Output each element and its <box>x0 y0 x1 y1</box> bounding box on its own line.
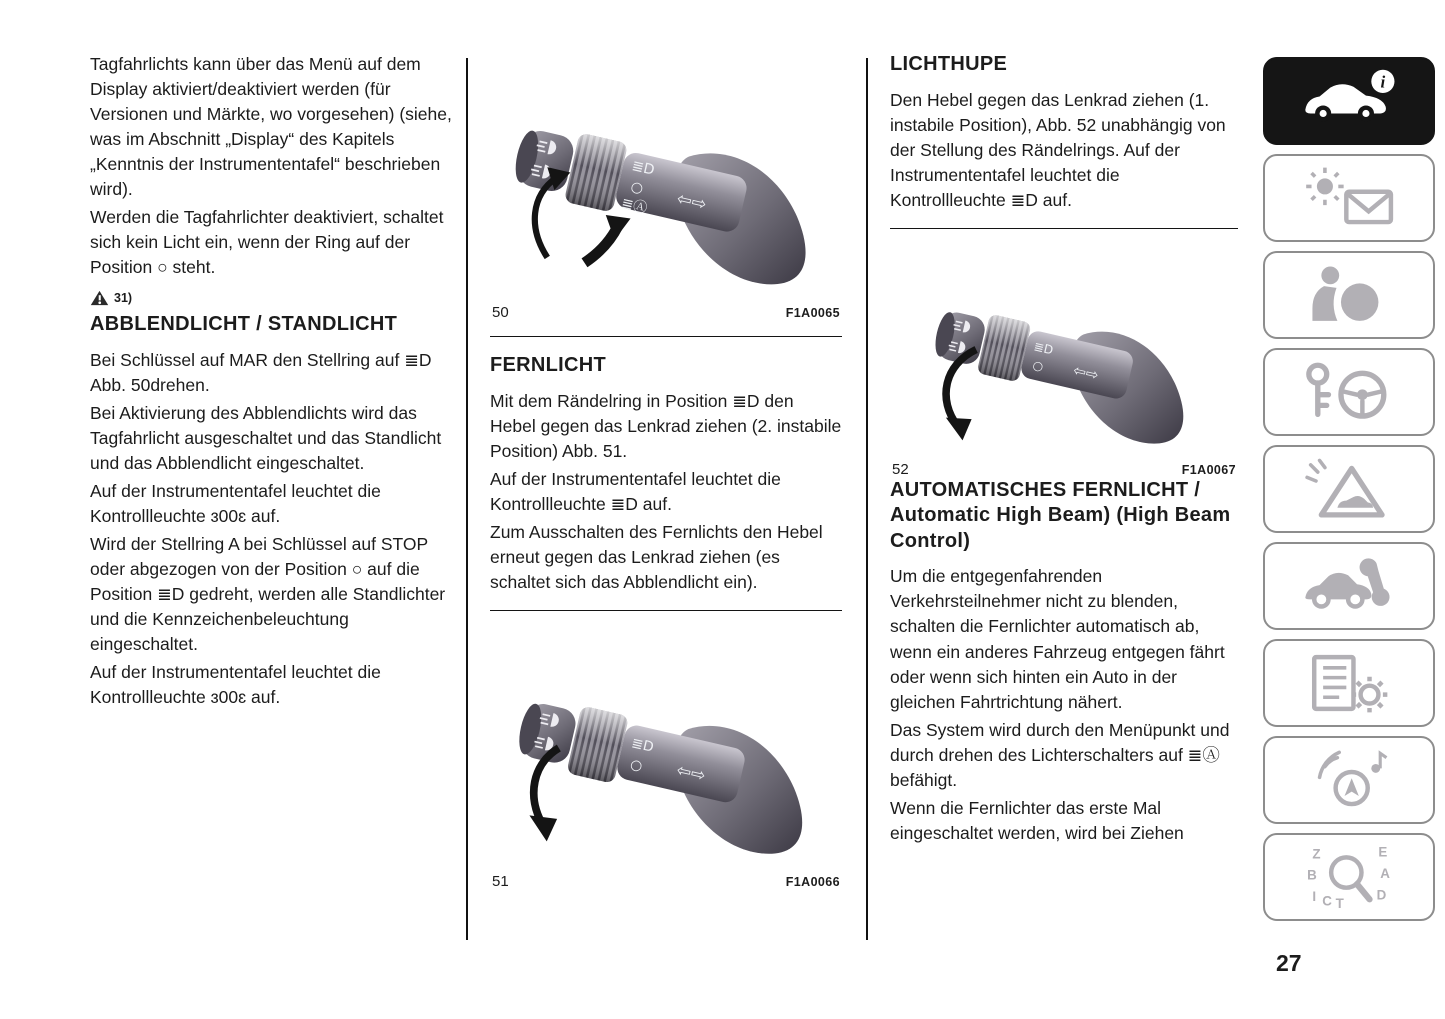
column-left <box>90 52 452 713</box>
low-beam-symbol: ≣D <box>1032 339 1055 358</box>
paragraph: Mit dem Rändelring in Position ≣D den Hebel gegen das Lenkrad ziehen (2. instabile Position) Abb. 51. <box>490 390 842 461</box>
sidebar-tab-emergency[interactable] <box>1263 445 1435 533</box>
technical-data-icon <box>1297 650 1401 716</box>
vehicle-info-icon <box>1297 68 1401 134</box>
figure-50 <box>490 52 842 321</box>
heading-automatisches-fernlicht: AUTOMATISCHES FERNLICHT / Automatic High Beam) (High Beam Control) <box>890 478 1231 552</box>
pull-arrow-icon <box>946 349 976 440</box>
paragraph: Um die entgegenfahrenden Verkehrsteilnehmer nicht zu blenden, schalten die Fernlichter automatisch ab, wenn ein anderes Fahrzeug entgegen fährt oder wenn sich hinten ein Auto in der gleichen Fahrtrichtung nähert. <box>890 566 1225 712</box>
column-right <box>890 52 1238 849</box>
figure-label: 52 <box>892 460 909 478</box>
warning-note <box>90 290 452 306</box>
paragraph-daytime-lights-2: Werden die Tagfahrlichter deaktiviert, schaltet sich kein Licht ein, wenn der Ring auf der Position ○ steht. <box>90 207 444 278</box>
stalk-illustration-51 <box>490 627 842 869</box>
auto-beam-symbol: ≣Ⓐ <box>619 195 649 218</box>
page-number: 27 <box>1276 950 1302 976</box>
turn-signal-arrows: ⇦⇨ <box>674 189 709 216</box>
svg-text:A: A <box>1380 865 1390 881</box>
section-rule <box>490 336 842 337</box>
sidebar-tab-technical-data[interactable] <box>1263 639 1435 727</box>
column-middle <box>490 52 842 890</box>
safety-systems-icon <box>1297 262 1401 328</box>
figure-label: 51 <box>492 872 509 890</box>
column-divider <box>866 58 868 940</box>
sidebar-tab-warning-lights[interactable] <box>1263 154 1435 242</box>
heading-fernlicht: FERNLICHT <box>490 354 607 376</box>
heading-lichthupe: LICHTHUPE <box>890 53 1008 75</box>
low-beam-symbol: ≣D <box>630 158 657 179</box>
sidebar-tab-vehicle-info[interactable] <box>1263 57 1435 145</box>
paragraph: Wenn die Fernlichter das erste Mal eingeschaltet werden, wird bei Ziehen <box>890 797 1184 843</box>
svg-text:I: I <box>1312 889 1317 905</box>
alphabetical-index-icon <box>1297 844 1401 910</box>
paragraph: Bei Schlüssel auf MAR den Stellring auf ≣D Abb. 50drehen. <box>90 349 432 395</box>
sidebar-tab-index[interactable] <box>1263 833 1435 921</box>
note-number: 31) <box>114 291 133 306</box>
stalk-illustration-52 <box>890 245 1238 457</box>
section-rule <box>490 610 842 611</box>
figure-code: F1A0066 <box>785 874 840 889</box>
sidebar-tab-multimedia[interactable] <box>1263 736 1435 824</box>
turn-signal-arrows: ⇦⇨ <box>674 760 708 787</box>
lights-off-symbol: ○ <box>1031 357 1045 374</box>
servicing-maintenance-icon <box>1297 553 1401 619</box>
sidebar-tab-safety[interactable] <box>1263 251 1435 339</box>
paragraph: Auf der Instrumententafel leuchtet die Kontrollleuchte ɜ00ɛ auf. <box>90 480 381 526</box>
svg-text:C: C <box>1322 893 1332 909</box>
lights-off-symbol: ○ <box>628 755 644 775</box>
svg-text:i: i <box>1380 72 1386 92</box>
paragraph: Zum Ausschalten des Fernlichts den Hebel erneut gegen das Lenkrad ziehen (es schaltet sich das Abblendlicht ein). <box>490 521 823 592</box>
emergency-icon <box>1297 456 1401 522</box>
warning-triangle-icon <box>90 290 109 306</box>
paragraph: Wird der Stellring A bei Schlüssel auf STOP oder abgezogen von der Position ○ auf die Position ≣D gedreht, werden alle Standlichter und die Kennzeichenbeleuchtung eingeschaltet. <box>90 533 446 654</box>
heading-abblendlicht-standlicht: ABBLENDLICHT / STANDLICHT <box>90 313 398 336</box>
figure-code: F1A0065 <box>785 306 840 320</box>
chapter-tabs <box>1263 57 1437 930</box>
svg-text:E: E <box>1378 844 1388 860</box>
figure-code: F1A0067 <box>1181 462 1236 477</box>
warning-lights-messages-icon <box>1297 165 1401 231</box>
stalk-illustration-50 <box>490 52 842 300</box>
multimedia-icon <box>1297 747 1401 813</box>
column-divider <box>466 58 468 940</box>
paragraph: Den Hebel gegen das Lenkrad ziehen (1. instabile Position), Abb. 52 unabhängig von der Stellung des Rändelrings. Auf der Instrumententafel leuchtet die Kontrollleuchte ≣D auf. <box>890 89 1226 210</box>
paragraph: Auf der Instrumententafel leuchtet die Kontrollleuchte ≣D auf. <box>490 468 781 514</box>
paragraph: Auf der Instrumententafel leuchtet die Kontrollleuchte ɜ00ɛ auf. <box>90 661 381 707</box>
paragraph: Das System wird durch den Menüpunkt und durch drehen des Lichterschalters auf ≣Ⓐ befähigt. <box>890 719 1230 790</box>
paragraph-daytime-lights: Tagfahrlichts kann über das Menü auf dem Display aktiviert/deaktiviert werden (für Versionen und Märkte, wo vorgesehen) (siehe, was im Abschnitt „Display“ des Kapitels „Kenntnis der Instrumententafel“ beschrieben wird). <box>90 54 452 200</box>
figure-52 <box>890 245 1238 478</box>
low-beam-symbol: ≣D <box>629 734 656 756</box>
svg-text:B: B <box>1307 867 1317 883</box>
svg-text:T: T <box>1335 896 1344 910</box>
lights-off-symbol: ○ <box>629 178 645 198</box>
sidebar-tab-maintenance[interactable] <box>1263 542 1435 630</box>
figure-51 <box>490 627 842 890</box>
svg-text:Z: Z <box>1312 846 1321 862</box>
sidebar-tab-starting-driving[interactable] <box>1263 348 1435 436</box>
figure-label: 50 <box>492 304 509 321</box>
section-rule <box>890 228 1238 229</box>
turn-signal-arrows: ⇦⇨ <box>1071 360 1101 385</box>
starting-driving-icon <box>1297 359 1401 425</box>
paragraph: Bei Aktivierung des Abblendlichts wird das Tagfahrlicht ausgeschaltet und das Standlicht und das Abblendlicht eingeschaltet. <box>90 402 442 473</box>
svg-text:D: D <box>1376 887 1387 903</box>
